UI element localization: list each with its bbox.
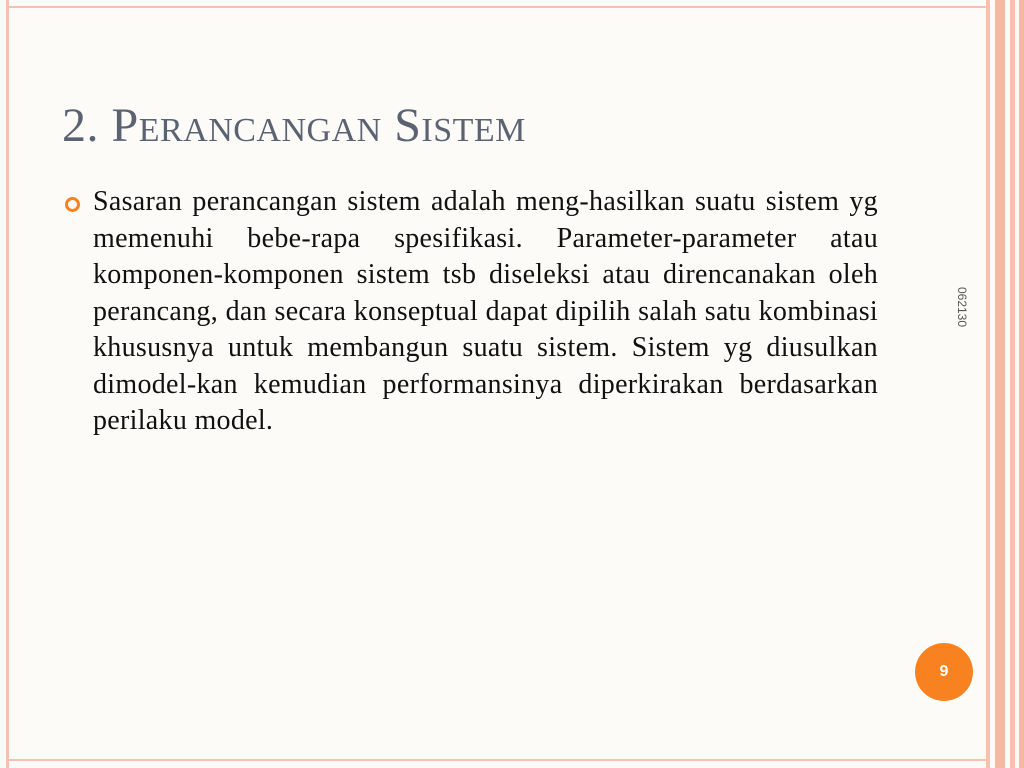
frame-bottom-border (6, 759, 989, 761)
slide-title: 2. Perancangan Sistem (62, 99, 526, 152)
bullet-item (62, 184, 878, 440)
page-number-badge: 9 (915, 643, 973, 701)
decorative-band (1010, 0, 1015, 768)
bullet-list (62, 184, 878, 440)
decorative-band (1019, 0, 1024, 768)
decorative-band (995, 0, 1005, 768)
decorative-band (986, 0, 990, 768)
hollow-circle-bullet-icon (65, 197, 80, 212)
frame-top-border (6, 6, 989, 8)
side-label: 062130 (955, 286, 969, 328)
bullet-text: Sasaran perancangan sistem adalah meng-hasilkan suatu sistem yg memenuhi bebe-rapa spesifikasi. Parameter-parameter atau komponen-komponen sistem tsb diseleksi atau direncanakan oleh perancang, dan secara konseptual dapat dipilih salah satu kombinasi khususnya untuk membangun suatu sistem. Sistem yg diusulkan dimodel-kan kemudian performansinya diperkirakan berdasarkan perilaku model. (93, 186, 878, 436)
frame-left-border (6, 0, 9, 768)
